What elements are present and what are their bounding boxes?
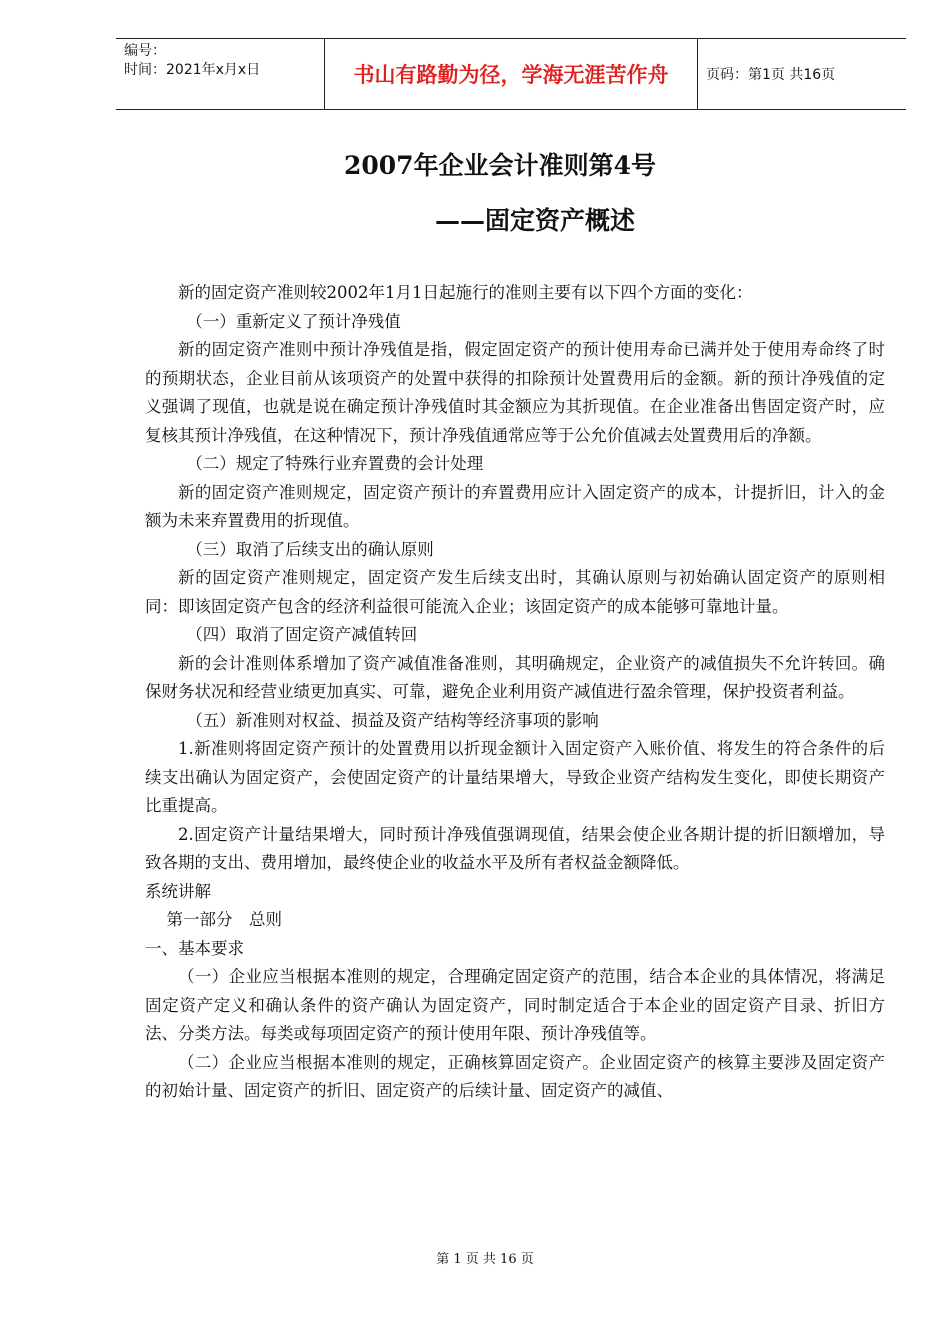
section-heading: （三）取消了后续支出的确认原则: [186, 539, 434, 559]
paragraph: 新的固定资产准则规定，固定资产预计的弃置费用应计入固定资产的成本，计提折旧，计入的金额为未来弃置费用的折现值。: [145, 482, 885, 530]
document-title: 2007年企业会计准则第4号: [344, 151, 656, 180]
document-time-label: 时间：2021年x月x日: [124, 62, 261, 78]
paragraph: 新的固定资产准则较2002年1月1日起施行的准则主要有以下四个方面的变化：: [178, 283, 753, 302]
part-heading: 第一部分 总则: [166, 910, 282, 929]
document-subtitle: ——固定资产概述: [434, 206, 635, 235]
header-meta: [116, 39, 324, 109]
section-heading: （五）新准则对权益、损益及资产结构等经济事项的影响: [186, 710, 599, 730]
paragraph: 2.固定资产计量结果增大，同时预计净残值强调现值，结果会使企业各期计提的折旧额增加，导致各期的支出、费用增加，最终使企业的收益水平及所有者权益金额降低。: [145, 824, 885, 872]
section-heading: （二）规定了特殊行业弃置费的会计处理: [186, 454, 484, 473]
paragraph: 新的会计准则体系增加了资产减值准备准则，其明确规定，企业资产的减值损失不允许转回。确保财务状况和经营业绩更加真实、可靠，避免企业利用资产减值进行盈余管理，保护投资者利益。: [145, 653, 885, 701]
paragraph: （二）企业应当根据本准则的规定，正确核算固定资产。企业固定资产的核算主要涉及固定资产的初始计量、固定资产的折旧、固定资产的后续计量、固定资产的减值、: [145, 1052, 885, 1100]
section-heading: 一、基本要求: [145, 938, 244, 958]
document-body: [145, 279, 885, 1106]
document-number-label: 编号：: [124, 43, 166, 59]
header-table: [116, 38, 906, 110]
page-footer: 第 1 页 共 16 页: [436, 1252, 534, 1267]
paragraph: 新的固定资产准则中预计净残值是指，假定固定资产的预计使用寿命已满并处于使用寿命终了时的预期状态，企业目前从该项资产的处置中获得的扣除预计处置费用后的金额。新的预计净残值的定义强调了现值，也就是说在确定预计净残值时其金额应为其折现值。在企业准备出售固定资产时，应复核其预计净残值，在这种情况下，预计净残值通常应等于公允价值减去处置费用后的净额。: [145, 340, 885, 445]
paragraph: 1.新准则将固定资产预计的处置费用以折现金额计入固定资产入账价值、将发生的符合条件的后续支出确认为固定资产，会使固定资产的计量结果增大，导致企业资产结构发生变化，即使长期资产比重提高。: [145, 739, 885, 815]
paragraph: （一）企业应当根据本准则的规定，合理确定固定资产的范围，结合本企业的具体情况，将满足固定资产定义和确认条件的资产确认为固定资产，同时制定适合于本企业的固定资产目录、折旧方法、分类方法。每类或每项固定资产的预计使用年限、预计净残值等。: [145, 967, 885, 1043]
section-heading: （一）重新定义了预计净残值: [186, 311, 401, 331]
header-page-label: 页码：第1页 共16页: [706, 67, 836, 83]
paragraph: 新的固定资产准则规定，固定资产发生后续支出时，其确认原则与初始确认固定资产的原则相同：即该固定资产包含的经济利益很可能流入企业；该固定资产的成本能够可靠地计量。: [145, 568, 885, 616]
section-heading: 系统讲解: [145, 881, 211, 901]
header-motto: 书山有路勤为径，学海无涯苦作舟: [324, 39, 698, 109]
section-heading: （四）取消了固定资产减值转回: [186, 625, 418, 644]
